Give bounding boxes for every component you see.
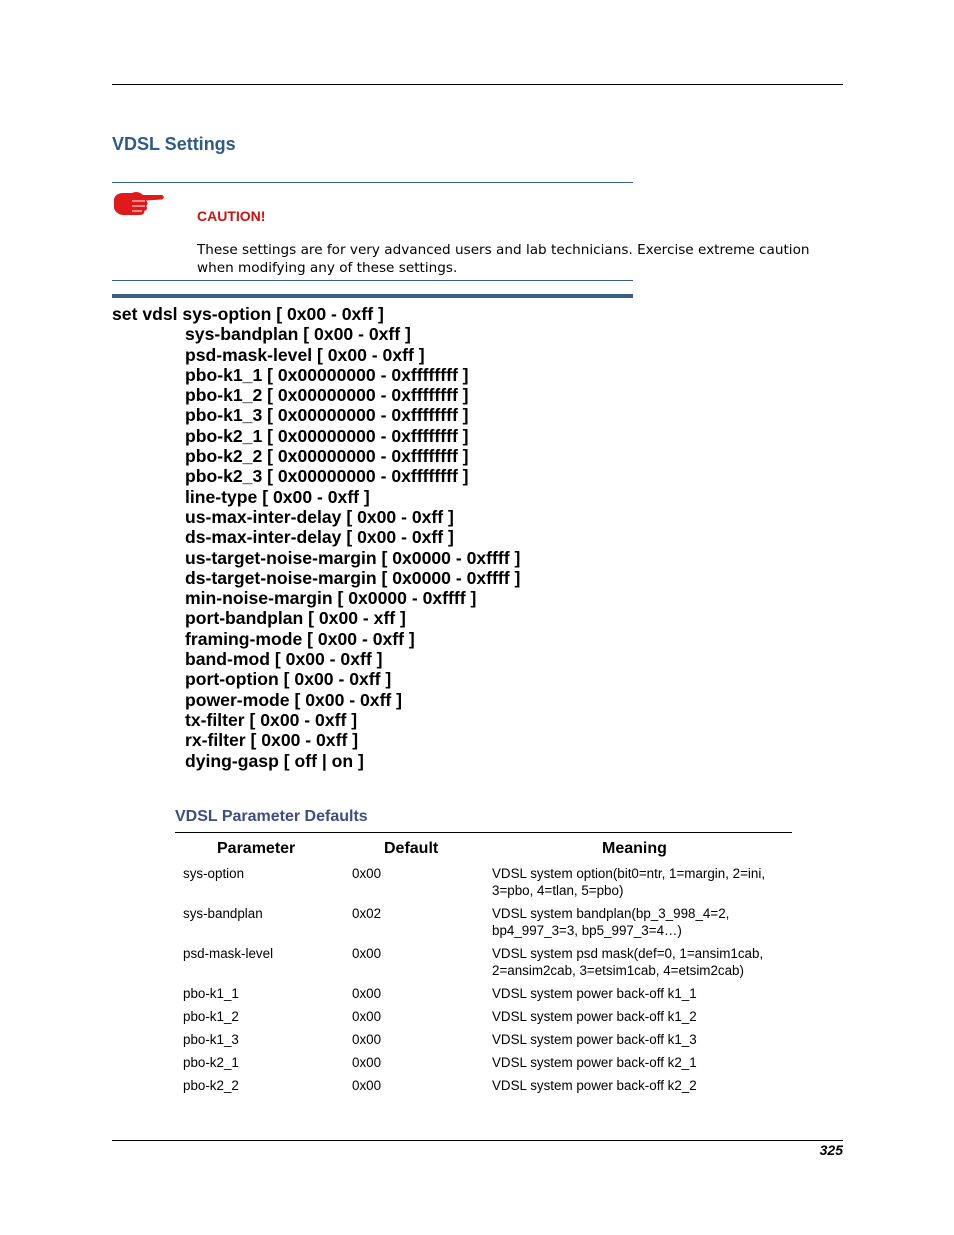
cell-parameter: psd-mask-level	[183, 946, 274, 961]
command-option: line-type [ 0x00 - 0xff ]	[185, 486, 370, 507]
table-title: VDSL Parameter Defaults	[175, 808, 368, 825]
cell-meaning: VDSL system power back-off k1_2	[492, 1009, 697, 1024]
cell-default: 0x00	[352, 986, 382, 1001]
footer-rule	[112, 1140, 843, 1141]
table-row	[175, 985, 792, 1008]
table-row	[175, 1031, 792, 1054]
cell-parameter: pbo-k2_2	[183, 1078, 239, 1093]
section-title: VDSL Settings	[112, 134, 236, 154]
command-option: pbo-k2_2 [ 0x00000000 - 0xffffffff ]	[185, 446, 469, 467]
header-rule	[112, 84, 843, 85]
cell-default: 0x00	[352, 946, 382, 961]
cell-default: 0x00	[352, 1032, 382, 1047]
table-row	[175, 1077, 792, 1100]
command-rule	[112, 294, 633, 298]
caution-label: CAUTION!	[197, 208, 266, 224]
header-meaning: Meaning	[602, 840, 667, 857]
cell-default: 0x00	[352, 1055, 382, 1070]
cell-parameter: sys-option	[183, 866, 245, 881]
table-row	[175, 865, 792, 905]
table-header-row	[175, 836, 792, 865]
cell-meaning: VDSL system option(bit0=ntr, 1=margin, 2=ini, 3=pbo, 4=tlan, 5=pbo)	[492, 866, 766, 898]
table-title-rule	[175, 832, 792, 833]
command-option: pbo-k1_1 [ 0x00000000 - 0xffffffff ]	[185, 364, 469, 385]
header-parameter: Parameter	[217, 840, 296, 857]
caution-text: These settings are for very advanced users and lab technicians. Exercise extreme caution when modifying any of these settings.	[197, 242, 810, 276]
command-option: pbo-k2_3 [ 0x00000000 - 0xffffffff ]	[185, 466, 469, 487]
command-option: sys-bandplan [ 0x00 - 0xff ]	[185, 324, 411, 345]
command-option: pbo-k2_1 [ 0x00000000 - 0xffffffff ]	[185, 425, 469, 446]
table-row	[175, 945, 792, 985]
command-option: power-mode [ 0x00 - 0xff ]	[185, 689, 403, 710]
command-option: psd-mask-level [ 0x00 - 0xff ]	[185, 344, 425, 365]
table-row	[175, 905, 792, 945]
command-option: pbo-k1_3 [ 0x00000000 - 0xffffffff ]	[185, 405, 469, 426]
caution-top-rule	[112, 182, 633, 183]
table-row	[175, 1054, 792, 1077]
pointing-hand-icon	[112, 188, 166, 220]
cell-meaning: VDSL system bandplan(bp_3_998_4=2, bp4_997_3=3, bp5_997_3=4…)	[492, 906, 730, 938]
cell-meaning: VDSL system power back-off k2_1	[492, 1055, 697, 1070]
command-option: tx-filter [ 0x00 - 0xff ]	[185, 709, 358, 730]
cell-default: 0x00	[352, 1009, 382, 1024]
header-default: Default	[384, 840, 439, 857]
command-option: us-target-noise-margin [ 0x0000 - 0xffff ]	[185, 547, 521, 568]
cell-default: 0x02	[352, 906, 382, 921]
command-option: framing-mode [ 0x00 - 0xff ]	[185, 628, 415, 649]
caution-bottom-rule	[112, 280, 633, 281]
command-option: port-bandplan [ 0x00 - xff ]	[185, 608, 406, 629]
cell-meaning: VDSL system psd mask(def=0, 1=ansim1cab, 2=ansim2cab, 3=etsim1cab, 4=etsim2cab)	[492, 946, 764, 978]
command-option: ds-max-inter-delay [ 0x00 - 0xff ]	[185, 527, 454, 548]
cell-parameter: pbo-k1_1	[183, 986, 239, 1001]
command-option: port-option [ 0x00 - 0xff ]	[185, 669, 392, 690]
command-option: us-max-inter-delay [ 0x00 - 0xff ]	[185, 506, 454, 527]
command-option: min-noise-margin [ 0x0000 - 0xffff ]	[185, 588, 477, 609]
command-option: pbo-k1_2 [ 0x00000000 - 0xffffffff ]	[185, 385, 469, 406]
cell-default: 0x00	[352, 1078, 382, 1093]
command-option: ds-target-noise-margin [ 0x0000 - 0xffff ]	[185, 567, 521, 588]
cell-parameter: pbo-k2_1	[183, 1055, 239, 1070]
command-option: dying-gasp [ off | on ]	[185, 750, 364, 771]
cell-meaning: VDSL system power back-off k1_3	[492, 1032, 697, 1047]
command-option: band-mod [ 0x00 - 0xff ]	[185, 649, 383, 670]
page-number: 325	[819, 1142, 843, 1158]
cell-parameter: pbo-k1_3	[183, 1032, 239, 1047]
cell-meaning: VDSL system power back-off k2_2	[492, 1078, 697, 1093]
cell-meaning: VDSL system power back-off k1_1	[492, 986, 697, 1001]
cell-parameter: sys-bandplan	[183, 906, 263, 921]
command-option: rx-filter [ 0x00 - 0xff ]	[185, 730, 359, 751]
command-syntax	[112, 304, 520, 771]
cell-default: 0x00	[352, 866, 382, 881]
parameter-defaults-table	[175, 836, 792, 1100]
table-row	[175, 1008, 792, 1031]
command-first-line: set vdsl sys-option [ 0x00 - 0xff ]	[112, 304, 384, 324]
cell-parameter: pbo-k1_2	[183, 1009, 239, 1024]
